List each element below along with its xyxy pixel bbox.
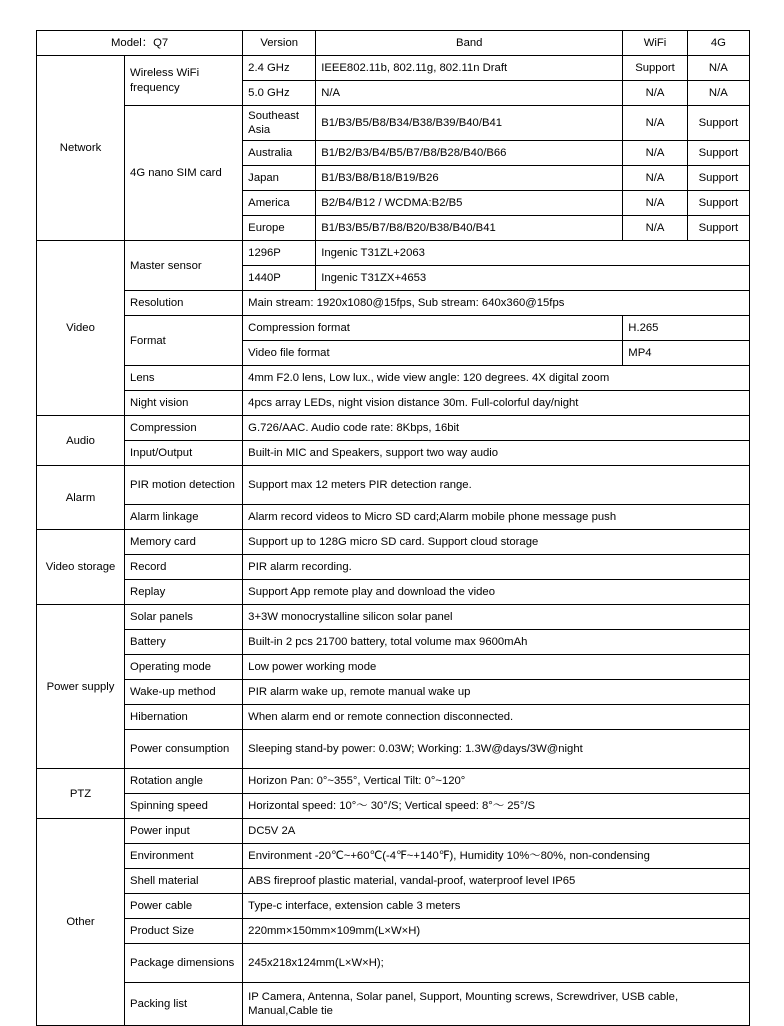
feature-package-dimensions: Package dimensions <box>125 944 243 983</box>
cell-4g: Support <box>687 106 749 141</box>
cell-value: Ingenic T31ZX+4653 <box>316 266 750 291</box>
cell-value: Alarm record videos to Micro SD card;Alarm mobile phone message push <box>243 505 750 530</box>
cell-band: B1/B3/B5/B7/B8/B20/B38/B40/B41 <box>316 216 623 241</box>
table-row <box>37 580 750 605</box>
feature-rotation-angle: Rotation angle <box>125 769 243 794</box>
header-4g: 4G <box>687 31 749 56</box>
table-row <box>37 466 750 505</box>
cell-value: When alarm end or remote connection disconnected. <box>243 705 750 730</box>
feature-input-output: Input/Output <box>125 441 243 466</box>
category-alarm: Alarm <box>37 466 125 530</box>
table-row <box>37 106 750 141</box>
category-other: Other <box>37 819 125 1026</box>
cell-value: Support App remote play and download the video <box>243 580 750 605</box>
cell-value: G.726/AAC. Audio code rate: 8Kbps, 16bit <box>243 416 750 441</box>
cell-value: 3+3W monocrystalline silicon solar panel <box>243 605 750 630</box>
cell-band: B1/B2/B3/B4/B5/B7/B8/B28/B40/B66 <box>316 141 623 166</box>
table-row <box>37 241 750 266</box>
cell-wifi: N/A <box>623 216 687 241</box>
cell-wifi: Support <box>623 56 687 81</box>
table-row <box>37 983 750 1026</box>
feature-wake-up-method: Wake-up method <box>125 680 243 705</box>
cell-value: Sleeping stand-by power: 0.03W; Working: 1.3W@days/3W@night <box>243 730 750 769</box>
cell-value: Main stream: 1920x1080@15fps, Sub stream: 640x360@15fps <box>243 291 750 316</box>
cell-value: Built-in 2 pcs 21700 battery, total volume max 9600mAh <box>243 630 750 655</box>
feature-night-vision: Night vision <box>125 391 243 416</box>
feature-spinning-speed: Spinning speed <box>125 794 243 819</box>
cell-wifi: N/A <box>623 81 687 106</box>
cell-wifi: N/A <box>623 141 687 166</box>
cell-sub: 1296P <box>243 241 316 266</box>
cell-value: Environment -20℃~+60℃(-4℉~+140℉), Humidity 10%～80%, non-condensing <box>243 844 750 869</box>
cell-band: B1/B3/B8/B18/B19/B26 <box>316 166 623 191</box>
cell-sub: Video file format <box>243 341 623 366</box>
cell-4g: Support <box>687 166 749 191</box>
feature-battery: Battery <box>125 630 243 655</box>
cell-version: 2.4 GHz <box>243 56 316 81</box>
cell-value: Horizon Pan: 0°~355°, Vertical Tilt: 0°~120° <box>243 769 750 794</box>
table-row <box>37 56 750 81</box>
cell-sub: 1440P <box>243 266 316 291</box>
feature-environment: Environment <box>125 844 243 869</box>
feature-power-input: Power input <box>125 819 243 844</box>
feature-4g-sim: 4G nano SIM card <box>125 106 243 241</box>
cell-4g: N/A <box>687 81 749 106</box>
header-version: Version <box>243 31 316 56</box>
table-row <box>37 391 750 416</box>
category-network: Network <box>37 56 125 241</box>
header-band: Band <box>316 31 623 56</box>
cell-value: 220mm×150mm×109mm(L×W×H) <box>243 919 750 944</box>
table-row <box>37 730 750 769</box>
cell-4g: Support <box>687 141 749 166</box>
feature-record: Record <box>125 555 243 580</box>
cell-value: Support max 12 meters PIR detection range. <box>243 466 750 505</box>
cell-sub: Compression format <box>243 316 623 341</box>
feature-alarm-linkage: Alarm linkage <box>125 505 243 530</box>
table-row <box>37 366 750 391</box>
cell-band: IEEE802.11b, 802.11g, 802.11n Draft <box>316 56 623 81</box>
category-power-supply: Power supply <box>37 605 125 769</box>
cell-version: Australia <box>243 141 316 166</box>
table-row <box>37 894 750 919</box>
cell-version: Japan <box>243 166 316 191</box>
cell-value: 4pcs array LEDs, night vision distance 30m. Full-colorful day/night <box>243 391 750 416</box>
table-row <box>37 919 750 944</box>
feature-replay: Replay <box>125 580 243 605</box>
table-row <box>37 819 750 844</box>
cell-band: B1/B3/B5/B8/B34/B38/B39/B40/B41 <box>316 106 623 141</box>
feature-packing-list: Packing list <box>125 983 243 1026</box>
table-row <box>37 441 750 466</box>
table-row <box>37 655 750 680</box>
table-row <box>37 291 750 316</box>
cell-version: Europe <box>243 216 316 241</box>
cell-value: Low power working mode <box>243 655 750 680</box>
table-row <box>37 705 750 730</box>
table-row <box>37 794 750 819</box>
feature-solar-panels: Solar panels <box>125 605 243 630</box>
cell-band: N/A <box>316 81 623 106</box>
cell-band: B2/B4/B12 / WCDMA:B2/B5 <box>316 191 623 216</box>
feature-shell-material: Shell material <box>125 869 243 894</box>
table-row <box>37 769 750 794</box>
cell-version: 5.0 GHz <box>243 81 316 106</box>
table-row <box>37 869 750 894</box>
cell-value: PIR alarm wake up, remote manual wake up <box>243 680 750 705</box>
table-row <box>37 505 750 530</box>
feature-pir-motion-detection: PIR motion detection <box>125 466 243 505</box>
table-row <box>37 605 750 630</box>
feature-power-cable: Power cable <box>125 894 243 919</box>
cell-4g: Support <box>687 191 749 216</box>
model-label: Model：Q7 <box>37 31 243 56</box>
feature-memory-card: Memory card <box>125 530 243 555</box>
cell-wifi: N/A <box>623 166 687 191</box>
feature-product-size: Product Size <box>125 919 243 944</box>
feature-format: Format <box>125 316 243 366</box>
cell-value: H.265 <box>623 316 750 341</box>
table-row <box>37 530 750 555</box>
feature-master-sensor: Master sensor <box>125 241 243 291</box>
table-row <box>37 316 750 341</box>
feature-compression: Compression <box>125 416 243 441</box>
cell-wifi: N/A <box>623 106 687 141</box>
header-wifi: WiFi <box>623 31 687 56</box>
table-row <box>37 416 750 441</box>
feature-operating-mode: Operating mode <box>125 655 243 680</box>
feature-power-consumption: Power consumption <box>125 730 243 769</box>
feature-resolution: Resolution <box>125 291 243 316</box>
cell-version: Southeast Asia <box>243 106 316 141</box>
cell-4g: N/A <box>687 56 749 81</box>
category-ptz: PTZ <box>37 769 125 819</box>
cell-value: 4mm F2.0 lens, Low lux., wide view angle: 120 degrees. 4X digital zoom <box>243 366 750 391</box>
cell-value: Type-c interface, extension cable 3 meters <box>243 894 750 919</box>
category-audio: Audio <box>37 416 125 466</box>
cell-value: IP Camera, Antenna, Solar panel, Support, Mounting screws, Screwdriver, USB cable, Manual,Cable tie <box>243 983 750 1026</box>
table-row <box>37 555 750 580</box>
category-video-storage: Video storage <box>37 530 125 605</box>
category-video: Video <box>37 241 125 416</box>
table-row <box>37 844 750 869</box>
table-header-row <box>37 31 750 56</box>
feature-wifi-frequency: Wireless WiFi frequency <box>125 56 243 106</box>
cell-4g: Support <box>687 216 749 241</box>
table-row <box>37 944 750 983</box>
cell-value: Horizontal speed: 10°～ 30°/S; Vertical speed: 8°～ 25°/S <box>243 794 750 819</box>
cell-value: PIR alarm recording. <box>243 555 750 580</box>
feature-hibernation: Hibernation <box>125 705 243 730</box>
table-row <box>37 680 750 705</box>
specification-table <box>36 30 750 1026</box>
cell-value: MP4 <box>623 341 750 366</box>
cell-version: America <box>243 191 316 216</box>
table-row <box>37 630 750 655</box>
cell-wifi: N/A <box>623 191 687 216</box>
cell-value: Ingenic T31ZL+2063 <box>316 241 750 266</box>
cell-value: Support up to 128G micro SD card. Support cloud storage <box>243 530 750 555</box>
cell-value: 245x218x124mm(L×W×H); <box>243 944 750 983</box>
cell-value: Built-in MIC and Speakers, support two way audio <box>243 441 750 466</box>
feature-lens: Lens <box>125 366 243 391</box>
cell-value: ABS fireproof plastic material, vandal-proof, waterproof level IP65 <box>243 869 750 894</box>
cell-value: DC5V 2A <box>243 819 750 844</box>
